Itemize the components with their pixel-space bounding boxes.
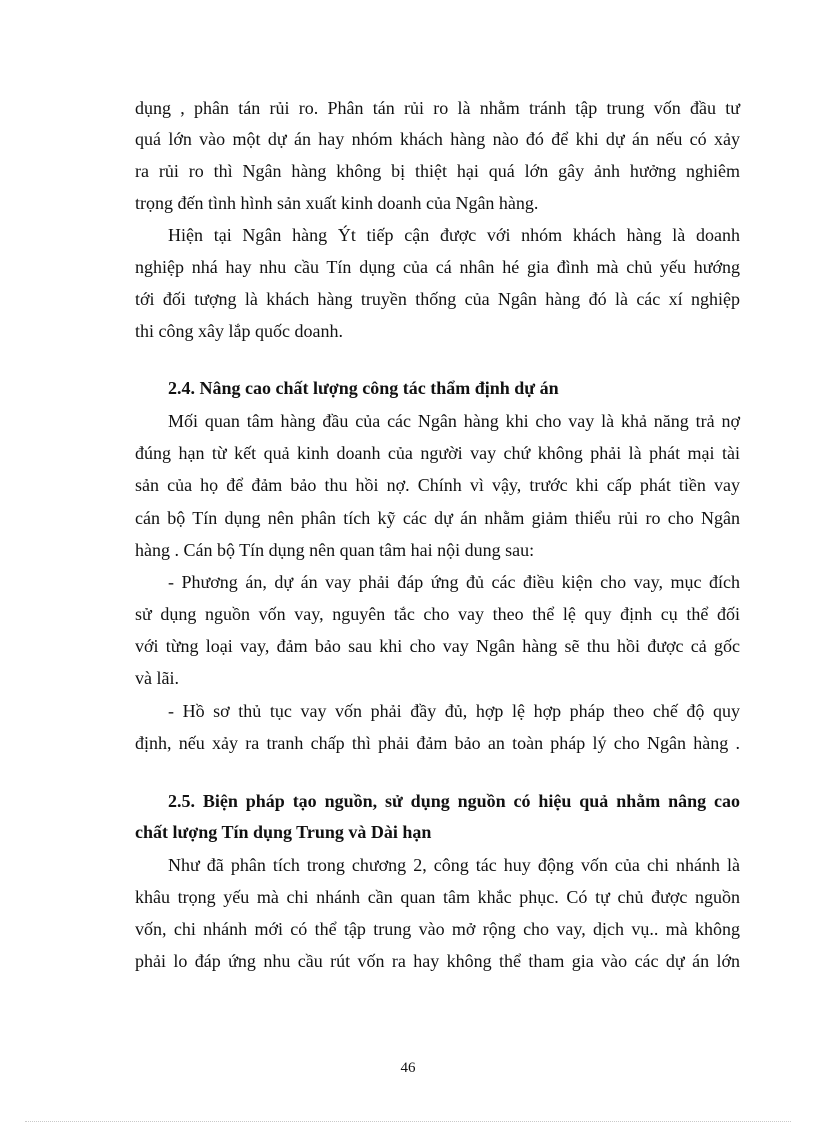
section-heading-2-4: 2.4. Nâng cao chất lượng công tác thẩm định dự án bbox=[168, 378, 559, 398]
bullet-line: - Phương án, dự án vay phải đáp ứng đủ các điều kiện cho vay, mục đích bbox=[168, 572, 740, 592]
paragraph-line: Hiện tại Ngân hàng Ýt tiếp cận được với nhóm khách hàng là doanh bbox=[168, 225, 740, 245]
paragraph-line: hàng . Cán bộ Tín dụng nên quan tâm hai nội dung sau: bbox=[135, 540, 535, 560]
paragraph-line: vốn, chi nhánh mới có thể tập trung vào mở rộng cho vay, dịch vụ.. mà không bbox=[135, 919, 740, 939]
section-heading-2-5-continued: chất lượng Tín dụng Trung và Dài hạn bbox=[135, 822, 432, 842]
bullet-line: - Hồ sơ thủ tục vay vốn phải đầy đủ, hợp lệ hợp pháp theo chế độ quy bbox=[168, 701, 740, 721]
paragraph-line: tới đối tượng là khách hàng truyền thống của Ngân hàng đó là các xí nghiệp bbox=[135, 289, 740, 309]
paragraph-line: Như đã phân tích trong chương 2, công tác huy động vốn của chi nhánh là bbox=[168, 855, 740, 875]
paragraph-line: phải lo đáp ứng nhu cầu rút vốn ra hay không thể tham gia vào các dự án lớn bbox=[135, 951, 740, 971]
paragraph-line: sử dụng nguồn vốn vay, nguyên tắc cho vay theo thể lệ quy định cụ thể đối bbox=[135, 604, 740, 624]
section-heading-2-5: 2.5. Biện pháp tạo nguồn, sử dụng nguồn có hiệu quả nhằm nâng cao bbox=[168, 791, 740, 811]
paragraph-line: ra rủi ro thì Ngân hàng không bị thiệt hại quá lớn gây ảnh hưởng nghiêm bbox=[135, 161, 740, 181]
paragraph-line: cán bộ Tín dụng nên phân tích kỹ các dự án nhằm giảm thiểu rủi ro cho Ngân bbox=[135, 508, 740, 528]
paragraph-line: quá lớn vào một dự án hay nhóm khách hàng nào đó để khi dự án nếu có xảy bbox=[135, 129, 740, 149]
paragraph-line: Mối quan tâm hàng đầu của các Ngân hàng khi cho vay là khả năng trả nợ bbox=[168, 411, 740, 431]
paragraph-line: trọng đến tình hình sản xuất kinh doanh của Ngân hàng. bbox=[135, 193, 539, 213]
paragraph-line: dụng , phân tán rủi ro. Phân tán rủi ro là nhằm tránh tập trung vốn đầu tư bbox=[135, 98, 740, 118]
page-bottom-divider bbox=[25, 1121, 791, 1122]
paragraph-line: và lãi. bbox=[135, 668, 179, 688]
paragraph-line: định, nếu xảy ra tranh chấp thì phải đảm bảo an toàn pháp lý cho Ngân hàng . bbox=[135, 733, 740, 753]
paragraph-line: thi công xây lắp quốc doanh. bbox=[135, 321, 343, 341]
paragraph-line: nghiệp nhá hay nhu cầu Tín dụng của cá nhân hé gia đình mà chủ yếu hướng bbox=[135, 257, 740, 277]
paragraph-line: với từng loại vay, đảm bảo sau khi cho vay Ngân hàng sẽ thu hồi được cả gốc bbox=[135, 636, 740, 656]
paragraph-line: đúng hạn từ kết quả kinh doanh của người vay chứ không phải là phát mại tài bbox=[135, 443, 740, 463]
page-number: 46 bbox=[400, 1060, 416, 1076]
paragraph-line: sản của họ để đảm bảo thu hồi nợ. Chính vì vậy, trước khi cấp phát tiền vay bbox=[135, 475, 740, 495]
paragraph-line: khâu trọng yếu mà chi nhánh cần quan tâm khắc phục. Có tự chủ được nguồn bbox=[135, 887, 740, 907]
